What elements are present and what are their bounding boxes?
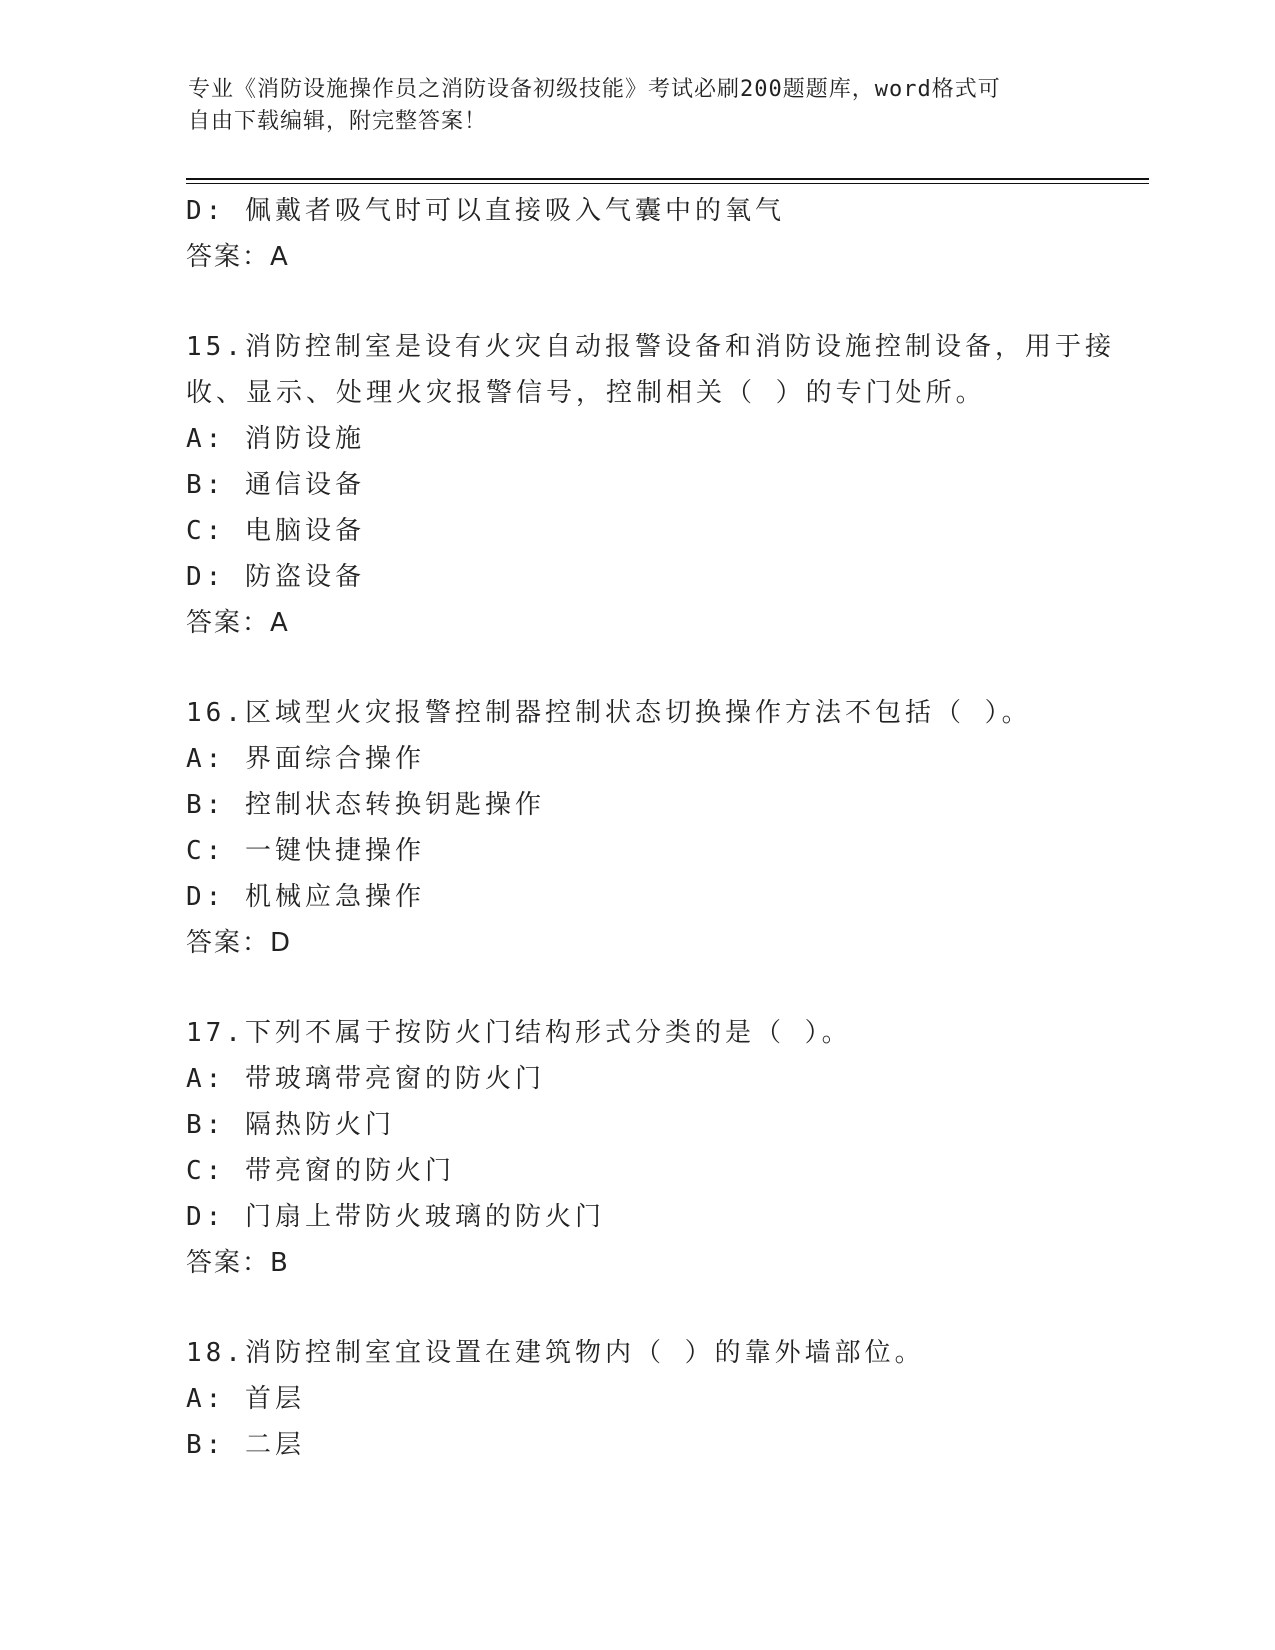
option-c: C: 电脑设备 (186, 516, 365, 546)
header-line-1: 专业《消防设施操作员之消防设备初级技能》考试必刷200题题库，word格式可 (188, 77, 1001, 102)
spacer (186, 1286, 1126, 1330)
option-d: D: 门扇上带防火玻璃的防火门 (186, 1202, 605, 1232)
spacer (186, 966, 1126, 1010)
question-18 (186, 1330, 1126, 1468)
spacer (186, 280, 1126, 324)
header-line-2: 自由下载编辑，附完整答案！ (188, 109, 488, 134)
spacer (186, 646, 1126, 690)
option-b: B: 隔热防火门 (186, 1110, 395, 1140)
question-16 (186, 690, 1126, 966)
previous-question-tail (186, 188, 1126, 280)
answer-label: 答案：B (186, 1248, 290, 1278)
question-17 (186, 1010, 1126, 1286)
header-divider-thin (186, 183, 1149, 184)
question-stem: 17.下列不属于按防火门结构形式分类的是（ ）。 (186, 1018, 852, 1048)
option-a: A: 首层 (186, 1384, 305, 1414)
option-b: B: 通信设备 (186, 470, 365, 500)
question-stem: 18.消防控制室宜设置在建筑物内（ ）的靠外墙部位。 (186, 1338, 925, 1368)
option-d: D: 防盗设备 (186, 562, 365, 592)
option-d: D: 佩戴者吸气时可以直接吸入气囊中的氧气 (186, 196, 785, 226)
question-list (186, 188, 1126, 1468)
option-a: A: 消防设施 (186, 424, 365, 454)
option-b: B: 控制状态转换钥匙操作 (186, 790, 545, 820)
document-header (188, 74, 1068, 138)
question-stem: 收、显示、处理火灾报警信号，控制相关（ ）的专门处所。 (186, 378, 986, 408)
option-a: A: 带玻璃带亮窗的防火门 (186, 1064, 545, 1094)
header-divider-thick (186, 178, 1149, 180)
option-b: B: 二层 (186, 1430, 305, 1460)
answer-label: 答案：A (186, 242, 290, 272)
option-a: A: 界面综合操作 (186, 744, 425, 774)
question-15 (186, 324, 1126, 646)
answer-label: 答案：A (186, 608, 290, 638)
option-d: D: 机械应急操作 (186, 882, 425, 912)
option-c: C: 一键快捷操作 (186, 836, 425, 866)
question-stem: 16.区域型火灾报警控制器控制状态切换操作方法不包括（ ）。 (186, 698, 1032, 728)
option-c: C: 带亮窗的防火门 (186, 1156, 455, 1186)
answer-label: 答案：D (186, 928, 293, 958)
question-stem: 15.消防控制室是设有火灾自动报警设备和消防设施控制设备，用于接 (186, 332, 1115, 362)
